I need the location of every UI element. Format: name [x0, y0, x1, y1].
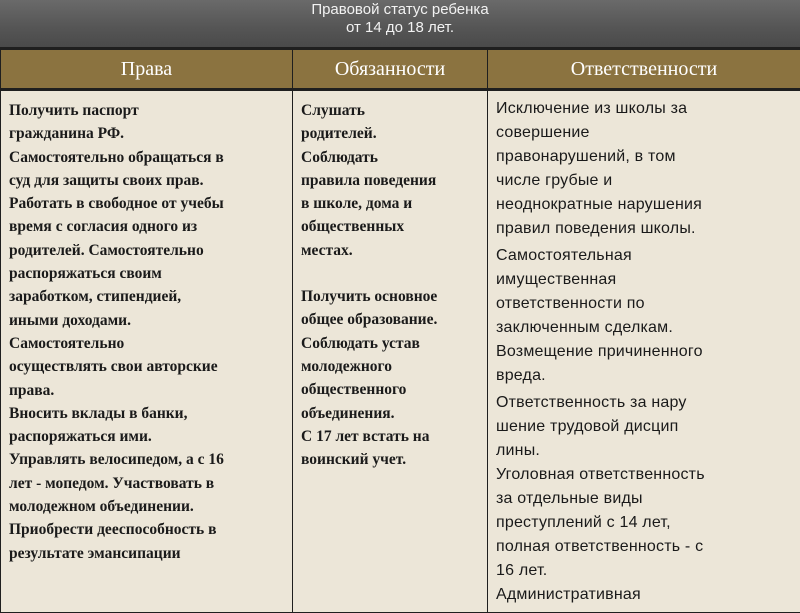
responsibility-line: правонарушений, в том — [496, 145, 796, 169]
rights-line: иными доходами. — [9, 309, 286, 332]
duties-line: местах. — [301, 239, 483, 262]
rights-line: Работать в свободное от учебы — [9, 192, 286, 215]
rights-line: Вносить вклады в банки, — [9, 402, 286, 425]
rights-line: суд для защиты своих прав. — [9, 169, 286, 192]
rights-line: распоряжаться своим — [9, 262, 286, 285]
rights-line: Управлять велосипедом, а с 16 — [9, 448, 286, 471]
responsibility-line: неоднократные нарушения — [496, 193, 796, 217]
responsibility-line: правил поведения школы. — [496, 217, 796, 241]
duties-spacer — [301, 262, 483, 285]
rights-line: права. — [9, 379, 286, 402]
rights-line: осуществлять свои авторские — [9, 355, 286, 378]
duties-text — [293, 91, 487, 612]
duties-line: молодежного — [301, 355, 483, 378]
rights-line: время с согласия одного из — [9, 215, 286, 238]
responsibility-line: Уголовная ответственность — [496, 463, 796, 487]
rights-line: Получить паспорт — [9, 99, 286, 122]
duties-line: Получить основное — [301, 285, 483, 308]
rights-line: распоряжаться ими. — [9, 425, 286, 448]
responsibility-line: Исключение из школы за — [496, 97, 796, 121]
header-duties: Обязанности — [293, 49, 488, 90]
responsibilities-text — [488, 91, 800, 610]
responsibility-line: преступлений с 14 лет, — [496, 511, 796, 535]
rights-line: Самостоятельно обращаться в — [9, 146, 286, 169]
responsibility-line: Административная — [496, 583, 796, 607]
duties-line: Слушать — [301, 99, 483, 122]
responsibilities-cell — [488, 90, 800, 613]
table-row — [1, 90, 800, 613]
rights-line: лет - мопедом. Участвовать в — [9, 472, 286, 495]
responsibility-paragraph — [496, 391, 796, 607]
slide-header — [0, 0, 800, 47]
duties-line: объединения. — [301, 402, 483, 425]
rights-line: Приобрести дееспособность в — [9, 518, 286, 541]
duties-line: С 17 лет встать на — [301, 425, 483, 448]
rights-line: родителей. Самостоятельно — [9, 239, 286, 262]
responsibility-paragraph — [496, 97, 796, 241]
header-rights: Права — [1, 49, 293, 90]
duties-line: Соблюдать — [301, 146, 483, 169]
rights-line: гражданина РФ. — [9, 122, 286, 145]
rights-line: Самостоятельно — [9, 332, 286, 355]
duties-line: общественного — [301, 378, 483, 401]
responsibility-line: Ответственность за нару — [496, 391, 796, 415]
responsibility-line: лины. — [496, 439, 796, 463]
slide-title-line-1: Правовой статус ребенка — [0, 1, 800, 19]
duties-line: правила поведения — [301, 169, 483, 192]
rights-line: заработком, стипендией, — [9, 285, 286, 308]
duties-line: общее образование. — [301, 308, 483, 331]
duties-line: Соблюдать устав — [301, 332, 483, 355]
duties-line: воинский учет. — [301, 448, 483, 471]
table-header-row — [1, 49, 800, 90]
responsibility-line: за отдельные виды — [496, 487, 796, 511]
slide-title-line-2: от 14 до 18 лет. — [0, 19, 800, 37]
responsibility-line: полная ответственность - с — [496, 535, 796, 559]
rights-cell — [1, 90, 293, 613]
slide-title — [0, 1, 800, 37]
duties-cell — [293, 90, 488, 613]
header-responsibilities: Ответственности — [488, 49, 800, 90]
responsibility-line: Самостоятельная — [496, 244, 796, 268]
responsibility-line: шение трудовой дисцип — [496, 415, 796, 439]
duties-line: родителей. — [301, 122, 483, 145]
responsibility-line: заключенным сделкам. — [496, 316, 796, 340]
responsibility-line: 16 лет. — [496, 559, 796, 583]
rights-line: результате эмансипации — [9, 542, 286, 565]
legal-status-table — [0, 47, 800, 613]
responsibility-line: ответственности по — [496, 292, 796, 316]
responsibility-line: вреда. — [496, 364, 796, 388]
responsibility-line: совершение — [496, 121, 796, 145]
responsibility-line: Возмещение причиненного — [496, 340, 796, 364]
duties-line: общественных — [301, 215, 483, 238]
responsibility-paragraph — [496, 244, 796, 388]
responsibility-line: имущественная — [496, 268, 796, 292]
responsibility-line: числе грубые и — [496, 169, 796, 193]
rights-line: молодежном объединении. — [9, 495, 286, 518]
rights-text — [1, 91, 292, 612]
duties-line: в школе, дома и — [301, 192, 483, 215]
